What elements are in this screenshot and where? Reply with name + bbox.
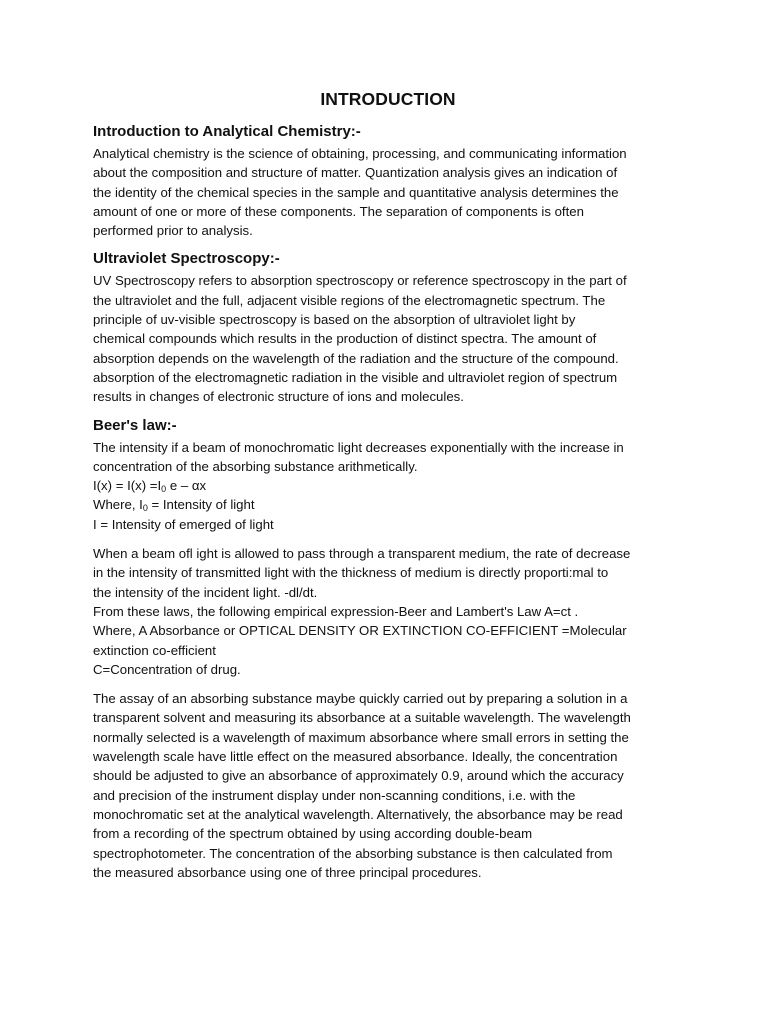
text-line: transparent solvent and measuring its absorbance at a suitable wavelength. The wavelength [93,710,631,726]
assay-paragraph [93,689,683,882]
text-line: normally selected is a wavelength of maximum absorbance where small errors in setting the [93,729,629,745]
text-line: about the composition and structure of matter. Quantization analysis gives an indication of [93,165,618,181]
text-line: Where, A Absorbance or OPTICAL DENSITY OR EXTINCTION CO-EFFICIENT =Molecular [93,623,627,639]
section-heading: Introduction to Analytical Chemistry:- [93,123,361,140]
text-line: The assay of an absorbing substance maybe quickly carried out by preparing a solution in a [93,691,628,707]
text-line: monochromatic set at the analytical wavelength. Alternatively, the absorbance may be read [93,806,623,822]
text-line: From these laws, the following empirical expression-Beer and Lambert's Law A=ct . [93,603,579,619]
section-heading: Beer's law:- [93,416,177,434]
section-paragraph [93,271,683,406]
text-line: and precision of the instrument display under non-scanning conditions, i.e. with the [93,787,576,803]
text-line: results in changes of electronic structure of ions and molecules. [93,389,464,405]
text-line: performed prior to analysis. [93,223,253,239]
text-line: wavelength scale have little effect on the measured absorbance. Ideally, the concentration [93,749,618,765]
text-line: absorption of the electromagnetic radiation in the visible and ultraviolet region of spectrum [93,369,618,385]
section-uv-spectroscopy [93,249,683,406]
text-line: UV Spectroscopy refers to absorption spectroscopy or reference spectroscopy in the part of [93,273,627,289]
page-title: INTRODUCTION [320,89,456,109]
text-line: The intensity if a beam of monochromatic light decreases exponentially with the increase in [93,439,624,455]
text-line: should be adjusted to give an absorbance of approximately 0.9, around which the accuracy [93,768,624,784]
text-line: Analytical chemistry is the science of obtaining, processing, and communicating information [93,146,627,161]
section-heading: Ultraviolet Spectroscopy:- [93,250,280,268]
text-line: C=Concentration of drug. [93,661,241,677]
text-line: the intensity of the incident light. -dl/dt. [93,584,318,600]
text-line: concentration of the absorbing substance arithmetically. [93,458,418,474]
text-line: I = Intensity of emerged of light [93,516,274,532]
text-line: extinction co-efficient [93,642,216,658]
section-paragraph [93,144,683,240]
text-line: spectrophotometer. The concentration of the absorbing substance is then calculated from [93,845,613,861]
formula-line: $I(x) = I(x) =I_0$ e – αx [93,478,207,495]
section-beers-law [93,416,683,534]
text-line: the identity of the chemical species in the sample and quantitative analysis determines the [93,184,619,200]
section-paragraph [93,438,683,534]
lambert-paragraph [93,544,683,679]
text-line: the measured absorbance using one of three principal procedures. [93,864,482,880]
text-line: When a beam ofl ight is allowed to pass through a transparent medium, the rate of decrease [93,546,631,562]
text-line: from a recording of the spectrum obtained by using according double-beam [93,826,533,842]
section-analytical-chemistry [93,122,683,240]
text-line: principle of uv-visible spectroscopy is based on the absorption of ultraviolet light by [93,312,576,328]
text-line: absorption depends on the wavelength of the radiation and the structure of the compound. [93,350,619,366]
text-line: the ultraviolet and the full, adjacent visible regions of the electromagnetic spectrum. The [93,292,606,308]
text-line: amount of one or more of these components. The separation of components is often [93,203,584,219]
text-line: in the intensity of transmitted light with the thickness of medium is directly proporti:mal to [93,565,609,581]
where-line: Where, $I_0$ = Intensity of light [93,497,255,514]
text-line: chemical compounds which results in the production of distinct spectra. The amount of [93,331,597,347]
document-page [93,88,683,882]
